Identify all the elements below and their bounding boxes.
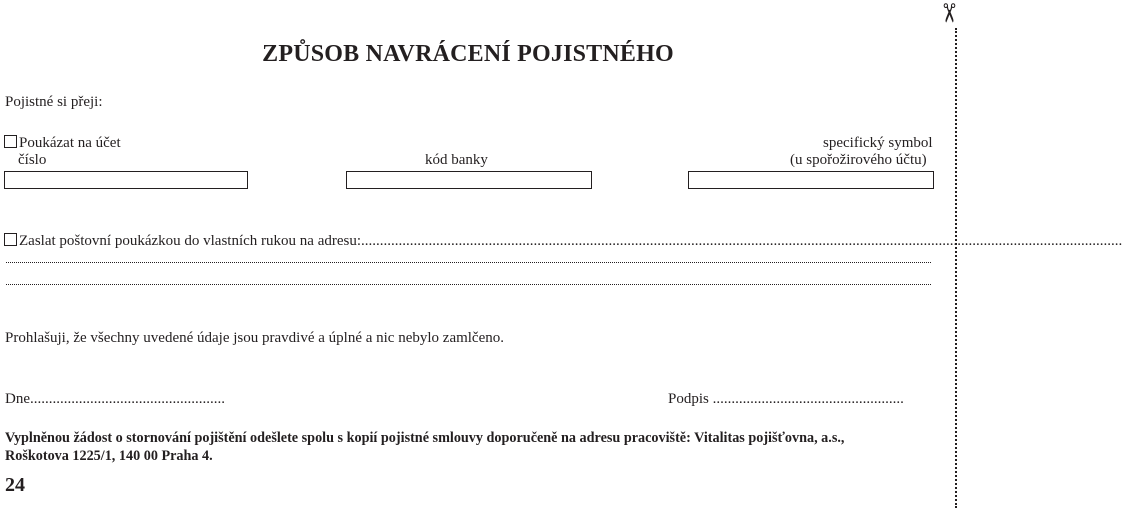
declaration-text: Prohlašuji, že všechny uvedené údaje jsou pravdivé a úplné a nic nebylo zamlčeno.: [5, 330, 504, 346]
date-leader: ....................................................: [30, 391, 225, 407]
date-label: Dne: [5, 391, 30, 407]
page-title: ZPŮSOB NAVRÁCENÍ POJISTNÉHO: [262, 41, 674, 67]
option-account-label: Poukázat na účet: [19, 135, 121, 151]
option-postal[interactable]: [4, 232, 1122, 250]
address-line-2[interactable]: [6, 262, 931, 263]
specific-symbol-field[interactable]: [688, 171, 934, 189]
specific-symbol-note: (u spořožirového účtu): [790, 152, 927, 168]
account-number-field[interactable]: [4, 171, 248, 189]
specific-symbol-label: specifický symbol: [823, 135, 933, 151]
signature-field[interactable]: [668, 390, 904, 408]
postal-checkbox[interactable]: [4, 233, 17, 246]
page-number: 24: [5, 474, 25, 496]
account-checkbox[interactable]: [4, 135, 17, 148]
instructions-line-2: Roškotova 1225/1, 140 00 Praha 4.: [5, 448, 213, 464]
bank-code-label: kód banky: [425, 152, 488, 168]
option-account[interactable]: [4, 134, 121, 152]
cut-line: [955, 28, 957, 508]
account-number-label: číslo: [18, 152, 47, 168]
address-leader: ...........................................................................................................................................................................................................: [361, 233, 1122, 249]
signature-leader: ...................................................: [712, 391, 904, 407]
bank-code-field[interactable]: [346, 171, 592, 189]
intro-text: Pojistné si přeji:: [5, 94, 103, 110]
scissors-icon: ✂: [933, 2, 963, 24]
address-line-3[interactable]: [6, 284, 931, 285]
date-field[interactable]: [5, 390, 225, 408]
signature-label: Podpis: [668, 391, 709, 407]
instructions-line-1: Vyplněnou žádost o stornování pojištění odešlete spolu s kopií pojistné smlouvy doporučeně na adresu pracoviště: Vitalitas pojišťovna, a.s.,: [5, 430, 845, 446]
option-postal-label: Zaslat poštovní poukázkou do vlastních rukou na adresu:: [19, 233, 362, 249]
